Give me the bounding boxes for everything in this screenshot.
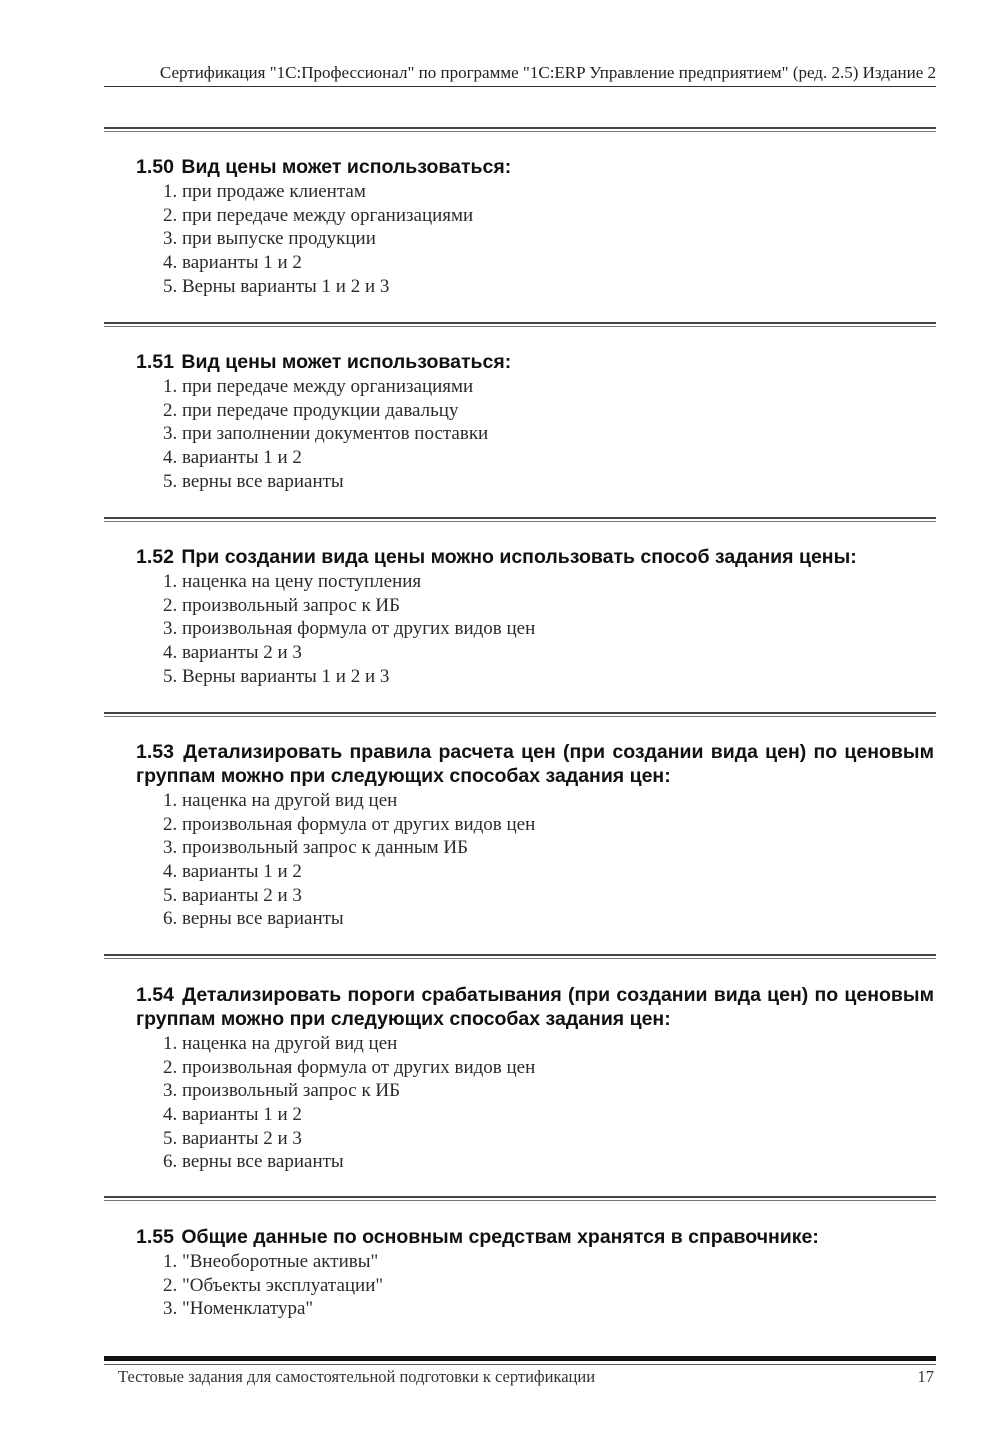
question-text: Общие данные по основным средствам хранятся в справочнике:: [181, 1226, 819, 1248]
question-1-52: [136, 545, 934, 688]
answer-option: 4. варианты 1 и 2: [163, 1104, 302, 1126]
answer-option: 2. при передаче между организациями: [163, 204, 474, 226]
section-separator: [104, 517, 936, 522]
answer-option: 2. произвольный запрос к ИБ: [163, 594, 401, 616]
answer-option: 3. произвольный запрос к данным ИБ: [163, 837, 469, 859]
answer-option: 2. при передаче продукции давальцу: [163, 399, 459, 421]
answer-option: 3. при заполнении документов поставки: [163, 423, 489, 445]
question-number: 1.50: [136, 156, 174, 178]
answer-option: 5. варианты 2 и 3: [163, 1127, 302, 1149]
question-number: 1.55: [136, 1226, 174, 1248]
answer-list: [136, 375, 934, 493]
answer-option: 5. Верны варианты 1 и 2 и 3: [163, 665, 390, 687]
question-text: Вид цены может использоваться:: [181, 351, 512, 373]
footer-rule-thin: [104, 1364, 936, 1365]
question-1-54: [136, 983, 934, 1174]
page-header: Сертификация "1С:Профессионал" по программе "1С:ERP Управление предприятием" (ред. 2.5) Издание 2: [159, 63, 936, 82]
answer-option: 6. верны все варианты: [163, 1151, 344, 1173]
header-rule: [104, 86, 936, 87]
question-1-55: [136, 1225, 934, 1321]
question-text: Вид цены может использоваться:: [181, 156, 512, 178]
answer-option: 3. произвольный запрос к ИБ: [163, 1080, 401, 1102]
answer-option: 4. варианты 1 и 2: [163, 861, 302, 883]
section-separator: [104, 127, 936, 132]
answer-option: 4. варианты 1 и 2: [163, 252, 302, 274]
page-footer: [118, 1367, 934, 1387]
section-separator: [104, 954, 936, 959]
answer-option: 1. при передаче между организациями: [163, 376, 474, 397]
question-number: 1.53: [136, 741, 174, 763]
answer-option: 6. верны все варианты: [163, 908, 344, 930]
answer-list: [136, 1250, 934, 1321]
answer-option: 4. варианты 2 и 3: [163, 642, 302, 664]
question-text: При создании вида цены можно использовать способ задания цены:: [181, 546, 857, 568]
question-text: Детализировать пороги срабатывания (при создании вида цен) по ценовым группам можно при следующих способах задания цен:: [136, 984, 935, 1030]
answer-option: 1. наценка на цену поступления: [163, 571, 422, 592]
answer-option: 1. наценка на другой вид цен: [163, 790, 398, 811]
answer-list: [136, 789, 934, 931]
answer-option: 2. "Объекты эксплуатации": [163, 1274, 384, 1296]
question-1-51: [136, 350, 934, 493]
question-1-50: [136, 155, 934, 298]
answer-option: 3. произвольная формула от других видов цен: [163, 618, 536, 640]
question-title: [136, 1225, 934, 1249]
answer-option: 5. верны все варианты: [163, 470, 344, 492]
section-separator: [104, 1196, 936, 1201]
footer-text: Тестовые задания для самостоятельной подготовки к сертификации: [118, 1367, 596, 1386]
question-number: 1.51: [136, 351, 174, 373]
answer-option: 3. при выпуске продукции: [163, 228, 376, 250]
answer-option: 3. "Номенклатура": [163, 1298, 314, 1320]
page-number: 17: [917, 1367, 934, 1386]
question-title: [136, 545, 934, 569]
answer-option: 1. "Внеоборотные активы": [163, 1251, 379, 1272]
answer-option: 5. Верны варианты 1 и 2 и 3: [163, 275, 390, 297]
question-1-53: [136, 740, 934, 931]
answer-list: [136, 570, 934, 688]
answer-option: 5. варианты 2 и 3: [163, 884, 302, 906]
answer-option: 2. произвольная формула от других видов цен: [163, 813, 536, 835]
answer-list: [136, 1032, 934, 1174]
question-title: [136, 350, 934, 374]
answer-option: 2. произвольная формула от других видов цен: [163, 1056, 536, 1078]
answer-option: 1. наценка на другой вид цен: [163, 1033, 398, 1054]
answer-option: 4. варианты 1 и 2: [163, 447, 302, 469]
footer-rule: [104, 1356, 936, 1361]
section-separator: [104, 712, 936, 717]
question-number: 1.54: [136, 984, 174, 1006]
section-separator: [104, 322, 936, 327]
answer-list: [136, 180, 934, 298]
question-title: [136, 983, 934, 1031]
question-title: [136, 155, 934, 179]
question-title: [136, 740, 934, 788]
question-text: Детализировать правила расчета цен (при создании вида цен) по ценовым группам можно при следующих способах задания цен:: [136, 741, 934, 787]
question-number: 1.52: [136, 546, 174, 568]
answer-option: 1. при продаже клиентам: [163, 181, 366, 202]
